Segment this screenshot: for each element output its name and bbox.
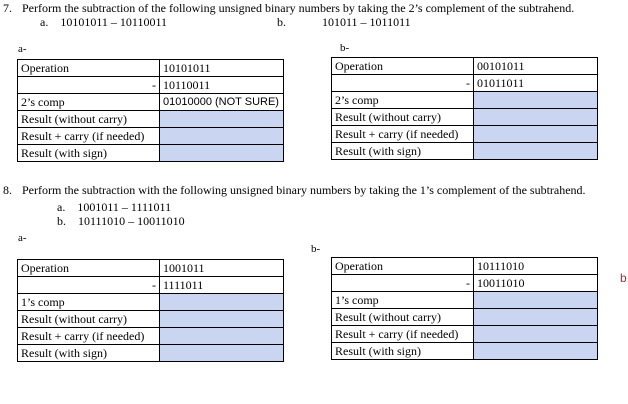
q8b-row-label: 1’s comp (332, 292, 474, 309)
q7-number: 7. (3, 1, 12, 15)
q7b-row-label: Result (with sign) (332, 143, 474, 160)
q7b-answer-cell[interactable] (474, 109, 598, 126)
q7-part-b (277, 15, 411, 29)
q7a-row-label: Result + carry (if needed) (18, 128, 160, 145)
q8a-minus-sign: - (142, 277, 160, 294)
q8b-answer-cell[interactable] (474, 326, 598, 343)
q8a-row-label: Result (without carry) (18, 311, 160, 328)
q7-a-expression: 10101011 – 10110011 (60, 15, 167, 29)
q7b-header: Operation (332, 58, 456, 75)
q8b-row-label: Result (with sign) (332, 343, 474, 360)
q7a-answer-cell[interactable] (160, 111, 284, 128)
q8b-header: Operation (332, 258, 456, 275)
q8a-answer-cell[interactable] (160, 328, 284, 345)
q7-table-b (331, 57, 598, 160)
q8a-row-label: 1’s comp (18, 294, 160, 311)
q8b-row-label: Result (without carry) (332, 309, 474, 326)
q7b-minuend: 00101011 (474, 58, 598, 75)
q7-b-expression: 101011 – 1011011 (322, 15, 411, 29)
q8a-answer-cell[interactable] (160, 311, 284, 328)
q7a-minus-sign: - (142, 77, 160, 94)
q7a-row-label: 2’s comp (18, 94, 160, 111)
q7-table-b-label: b- (340, 42, 350, 54)
q8-table-a-label: a- (18, 232, 27, 244)
q8-part-b (57, 214, 185, 228)
q7a-row-label: Result (with sign) (18, 145, 160, 162)
q8a-row-label: Result + carry (if needed) (18, 328, 160, 345)
q8a-answer-cell[interactable] (160, 345, 284, 362)
q8-table-b-label: b- (311, 243, 321, 255)
q8-a-label: a. (57, 200, 66, 214)
q8-b-expression: 10111010 – 10011010 (78, 214, 185, 228)
q8b-row-label: Result + carry (if needed) (332, 326, 474, 343)
q8a-row-label: Result (with sign) (18, 345, 160, 362)
annotation-mark: b (620, 271, 627, 285)
q7-table-a-label: a- (18, 43, 27, 55)
q8a-answer-cell[interactable] (160, 294, 284, 311)
q7b-answer-cell[interactable] (474, 92, 598, 109)
q8b-subtrahend: 10011010 (474, 275, 598, 292)
q7b-row-label: Result (without carry) (332, 109, 474, 126)
q7a-subtrahend: 10110011 (160, 77, 284, 94)
q7b-answer-cell[interactable] (474, 143, 598, 160)
q7b-subtrahend: 01011011 (474, 75, 598, 92)
q7-heading (3, 1, 574, 15)
q8b-minuend: 10111010 (474, 258, 598, 275)
q7a-minuend: 10101011 (160, 60, 284, 77)
q8-prompt: Perform the subtraction with the following unsigned binary numbers by taking the 1’s complement of the subtrahend. (22, 183, 586, 197)
q7-b-label: b. (277, 15, 286, 29)
q7a-answer-comp[interactable]: 01010000 (NOT SURE) (160, 94, 284, 111)
q7-table-a (17, 59, 284, 162)
q8-b-label: b. (57, 214, 66, 228)
q8-table-a (17, 259, 284, 362)
q7a-header: Operation (18, 60, 142, 77)
q7-prompt: Perform the subtraction of the following unsigned binary numbers by taking the 2’s complement of the subtrahend. (22, 1, 575, 15)
q8b-answer-cell[interactable] (474, 292, 598, 309)
q8b-answer-cell[interactable] (474, 309, 598, 326)
q7a-answer-cell[interactable] (160, 128, 284, 145)
q8-a-expression: 1001011 – 1111011 (77, 200, 172, 214)
q8a-subtrahend: 1111011 (160, 277, 284, 294)
q7b-minus-sign: - (456, 75, 474, 92)
q8-number: 8. (3, 183, 12, 197)
q7b-row-label: 2’s comp (332, 92, 474, 109)
q8a-header: Operation (18, 260, 142, 277)
q8-part-a (57, 200, 171, 214)
q8a-minuend: 1001011 (160, 260, 284, 277)
q8-table-b (331, 257, 598, 360)
q7a-row-label: Result (without carry) (18, 111, 160, 128)
q7a-answer-cell[interactable] (160, 145, 284, 162)
q8-heading (3, 183, 586, 197)
q7b-row-label: Result + carry (if needed) (332, 126, 474, 143)
q8b-answer-cell[interactable] (474, 343, 598, 360)
q7-a-label: a. (40, 15, 49, 29)
q7b-answer-cell[interactable] (474, 126, 598, 143)
q7-part-a (40, 15, 167, 29)
q8b-minus-sign: - (456, 275, 474, 292)
